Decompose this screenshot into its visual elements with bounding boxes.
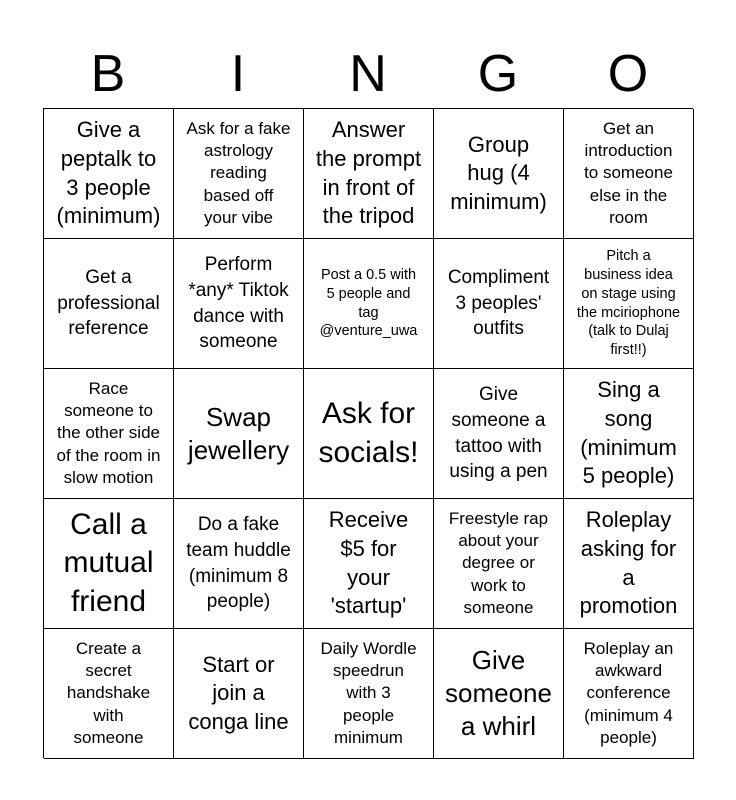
header-letter-i: I: [230, 45, 246, 103]
bingo-cell-r4c5[interactable]: [564, 499, 694, 629]
cell-label: Do a fake team huddle (minimum 8 people): [186, 514, 291, 613]
cell-label: Roleplay asking for a promotion: [579, 507, 678, 619]
bingo-cell-r2c3[interactable]: [304, 239, 434, 369]
cell-label: Race someone to the other side of the room in slow motion: [56, 379, 161, 487]
bingo-cell-r4c3[interactable]: [304, 499, 434, 629]
cell-label: Perform *any* Tiktok dance with someone: [188, 254, 289, 353]
cell-label: Give someone a whirl: [445, 645, 552, 741]
bingo-cell-r3c4[interactable]: [434, 369, 564, 499]
cell-label: Ask for socials!: [318, 397, 419, 469]
cell-label: Daily Wordle speedrun with 3 people minimum: [320, 639, 417, 747]
bingo-cell-r1c2[interactable]: [174, 109, 304, 239]
bingo-cell-r3c2[interactable]: [174, 369, 304, 499]
bingo-cell-r3c5[interactable]: [564, 369, 694, 499]
cell-label: Call a mutual friend: [63, 507, 154, 618]
cell-label: Freestyle rap about your degree or work to someone: [448, 509, 549, 617]
cell-label: Start or join a conga line: [188, 651, 289, 734]
bingo-cell-r5c3[interactable]: [304, 629, 434, 759]
cell-label: Get a professional reference: [57, 267, 160, 340]
bingo-cell-r2c4[interactable]: [434, 239, 564, 369]
bingo-cell-r4c1[interactable]: [44, 499, 174, 629]
bingo-cell-r1c1[interactable]: [44, 109, 174, 239]
bingo-cell-r5c1[interactable]: [44, 629, 174, 759]
cell-label: Pitch a business idea on stage using the mciriophone (talk to Dulaj first!!): [576, 247, 681, 359]
bingo-cell-r1c4[interactable]: [434, 109, 564, 239]
bingo-cell-r2c2[interactable]: [174, 239, 304, 369]
bingo-cell-r4c2[interactable]: [174, 499, 304, 629]
cell-label: Sing a song (minimum 5 people): [580, 377, 677, 489]
header-letter-n: N: [349, 45, 387, 103]
cell-label: Receive $5 for your 'startup': [328, 507, 409, 619]
bingo-cell-r1c5[interactable]: [564, 109, 694, 239]
header-letter-g: G: [477, 45, 519, 103]
bingo-cell-r1c3[interactable]: [304, 109, 434, 239]
cell-label: Compliment 3 peoples' outfits: [447, 267, 550, 340]
cell-label: Answer the prompt in front of the tripod: [315, 117, 422, 229]
bingo-board: [43, 108, 693, 758]
cell-label: Give someone a tattoo with using a pen: [449, 384, 548, 483]
bingo-cell-r2c1[interactable]: [44, 239, 174, 369]
header-letter-b: B: [90, 45, 126, 103]
bingo-cell-r3c1[interactable]: [44, 369, 174, 499]
header-letter-o: O: [607, 45, 649, 103]
cell-label: Swap jewellery: [187, 401, 290, 465]
bingo-cell-r2c5[interactable]: [564, 239, 694, 369]
cell-label: Ask for a fake astrology reading based off your vibe: [186, 119, 291, 227]
cell-label: Group hug (4 minimum): [450, 131, 547, 214]
cell-label: Post a 0.5 with 5 people and tag @venture_uwa: [319, 266, 418, 340]
bingo-cell-r5c5[interactable]: [564, 629, 694, 759]
cell-label: Roleplay an awkward conference (minimum 4 people): [583, 639, 674, 747]
cell-label: Get an introduction to someone else in the room: [584, 119, 673, 227]
bingo-cell-r3c3[interactable]: [304, 369, 434, 499]
bingo-cell-r5c2[interactable]: [174, 629, 304, 759]
bingo-header: [43, 42, 693, 108]
bingo-cell-r4c4[interactable]: [434, 499, 564, 629]
bingo-cell-r5c4[interactable]: [434, 629, 564, 759]
cell-label: Give a peptalk to 3 people (minimum): [56, 117, 161, 229]
cell-label: Create a secret handshake with someone: [66, 639, 151, 747]
